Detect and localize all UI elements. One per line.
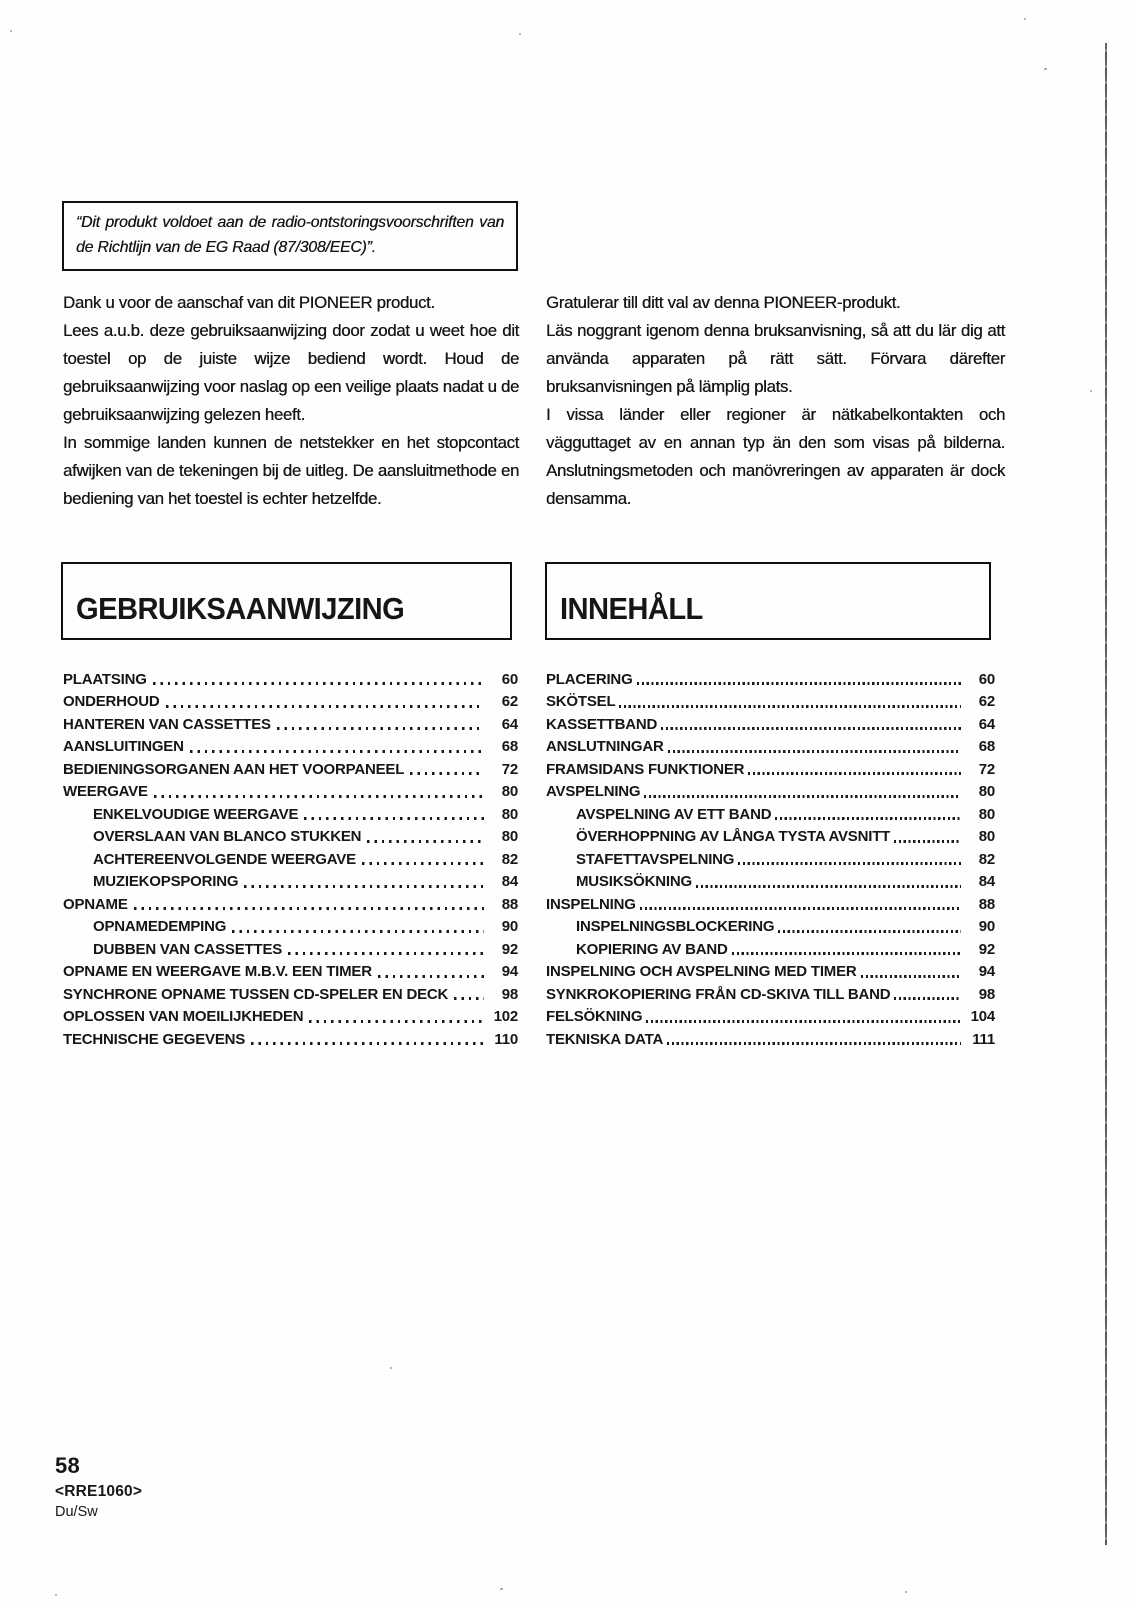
toc-entry-label: FELSÖKNING	[546, 1008, 643, 1025]
toc-entry	[546, 823, 995, 846]
toc-entry	[546, 710, 995, 733]
toc-entry-label: INSPELNINGSBLOCKERING	[576, 918, 775, 935]
toc-entry-page: 64	[501, 715, 518, 733]
toc-entry-label: PLACERING	[546, 670, 633, 688]
toc-entry-label: BEDIENINGSORGANEN AAN HET VOORPANEEL	[63, 760, 405, 778]
dot-leader	[277, 727, 484, 730]
swedish-contents-title: INNEHÅLL	[560, 591, 703, 626]
toc-entry-page: 62	[978, 693, 995, 710]
toc-entry-page: 88	[501, 895, 518, 913]
toc-entry-page: 62	[501, 693, 518, 710]
toc-entry-label: WEERGAVE	[63, 783, 148, 800]
language-code: Du/Sw	[55, 1504, 98, 1520]
dutch-contents-title: GEBRUIKSAANWIJZING	[76, 591, 405, 626]
toc-entry	[546, 1025, 995, 1048]
dot-leader	[619, 705, 961, 708]
dot-leader	[244, 885, 484, 888]
dot-leader	[154, 795, 484, 798]
scan-speck	[905, 1591, 907, 1593]
toc-entry-label: KASSETTBAND	[546, 715, 658, 733]
catalog-code: <RRE1060>	[55, 1483, 143, 1500]
scan-speck	[1024, 18, 1026, 20]
toc-entry	[546, 868, 995, 891]
toc-entry	[546, 665, 995, 688]
toc-entry	[63, 800, 518, 823]
toc-entry	[546, 1003, 995, 1026]
dot-leader	[190, 750, 484, 753]
toc-entry-page: 84	[501, 873, 518, 890]
toc-entry-label: MUSIKSÖKNING	[576, 873, 692, 890]
intro-paragraph: Gratulerar till ditt val av denna PIONEER-produkt.	[546, 293, 901, 312]
scan-speck	[1090, 390, 1092, 392]
toc-entry	[546, 733, 995, 756]
toc-entry-label: INSPELNING	[546, 895, 636, 913]
toc-entry	[63, 710, 518, 733]
dot-leader	[362, 862, 484, 865]
toc-entry-page: 94	[501, 963, 518, 980]
dot-leader	[644, 795, 961, 798]
toc-entry-page: 110	[494, 1030, 518, 1048]
toc-entry	[546, 980, 995, 1003]
toc-entry-page: 82	[501, 850, 518, 868]
toc-entry	[546, 688, 995, 711]
intro-paragraph: Läs noggrant igenom denna bruksanvisning, så att du lär dig att använda apparaten på rätt sätt. Förvara därefter bruksanvisningen på lämplig plats.	[546, 321, 1005, 396]
toc-entry-page: 102	[493, 1008, 518, 1025]
toc-entry	[546, 755, 995, 778]
toc-entry	[63, 868, 518, 891]
toc-entry-label: AANSLUITINGEN	[63, 738, 184, 755]
toc-entry-label: ANSLUTNINGAR	[546, 738, 664, 755]
dot-leader	[309, 1020, 484, 1023]
toc-entry	[63, 1003, 518, 1026]
toc-entry-page: 72	[501, 760, 518, 778]
toc-entry	[63, 665, 518, 688]
dot-leader	[732, 952, 961, 955]
toc-entry	[63, 688, 518, 711]
dot-leader	[637, 682, 961, 685]
toc-entry-label: OPNAME EN WEERGAVE M.B.V. EEN TIMER	[63, 963, 372, 980]
toc-entry	[63, 958, 518, 981]
toc-entry-label: OPNAMEDEMPING	[93, 918, 227, 935]
dot-leader	[748, 772, 961, 775]
dot-leader	[288, 952, 484, 955]
dutch-contents-title-box	[61, 562, 512, 640]
toc-entry	[63, 980, 518, 1003]
dot-leader	[410, 772, 484, 775]
swedish-contents-title-box	[545, 562, 991, 640]
toc-entry-label: ENKELVOUDIGE WEERGAVE	[93, 805, 299, 823]
toc-entry	[546, 778, 995, 801]
toc-entry	[63, 733, 518, 756]
dot-leader	[454, 997, 484, 1000]
emc-notice-text: “Dit produkt voldoet aan de radio-ontstoringsvoorschriften van de Richtlijn van de EG Raad (87/308/EEC)”.	[76, 214, 504, 256]
dot-leader	[153, 682, 484, 685]
toc-entry-page: 80	[978, 783, 995, 800]
dot-leader	[378, 975, 484, 978]
dot-leader	[696, 885, 961, 888]
toc-entry-page: 72	[978, 760, 995, 778]
toc-entry-label: PLAATSING	[63, 670, 147, 688]
intro-paragraph: I vissa länder eller regioner är nätkabelkontakten och vägguttaget av en annan typ än den som visas på bilderna. Anslutningsmetoden och manövreringen av apparaten är dock densamma.	[546, 405, 1005, 508]
scan-speck	[10, 30, 12, 32]
toc-entry	[546, 935, 995, 958]
toc-entry	[63, 913, 518, 936]
toc-entry-label: ACHTEREENVOLGENDE WEERGAVE	[93, 850, 356, 868]
toc-entry-label: TEKNISKA DATA	[546, 1030, 664, 1048]
toc-entry-label: SKÖTSEL	[546, 693, 616, 710]
dot-leader	[661, 727, 961, 730]
toc-entry	[63, 1025, 518, 1048]
toc-entry-label: KOPIERING AV BAND	[576, 940, 728, 958]
toc-entry-page: 88	[978, 895, 995, 913]
toc-entry	[63, 755, 518, 778]
dot-leader	[646, 1020, 961, 1023]
toc-swedish	[546, 665, 995, 1048]
emc-notice-box	[62, 201, 518, 271]
dot-leader	[304, 817, 484, 820]
dot-leader	[667, 1042, 961, 1045]
toc-entry-page: 68	[501, 738, 518, 755]
toc-entry-page: 80	[978, 828, 995, 845]
toc-entry	[63, 935, 518, 958]
toc-entry-label: AVSPELNING AV ETT BAND	[576, 805, 772, 823]
toc-entry-label: OPNAME	[63, 895, 128, 913]
toc-entry-label: INSPELNING OCH AVSPELNING MED TIMER	[546, 963, 857, 980]
toc-entry-page: 111	[972, 1030, 995, 1048]
toc-entry-page: 92	[501, 940, 518, 958]
dot-leader	[894, 840, 961, 843]
scan-speck	[1044, 68, 1047, 70]
toc-entry-label: OVERSLAAN VAN BLANCO STUKKEN	[93, 828, 362, 845]
toc-entry-page: 82	[978, 850, 995, 868]
scan-speck	[390, 1367, 392, 1369]
scan-edge-line	[1105, 43, 1107, 1545]
dot-leader	[251, 1042, 484, 1045]
toc-entry	[546, 913, 995, 936]
intro-paragraph: In sommige landen kunnen de netstekker en het stopcontact afwijken van de tekeningen bij de uitleg. De aansluitmethode en bediening van het toestel is echter hetzelfde.	[63, 433, 519, 508]
page-number: 58	[55, 1453, 81, 1478]
toc-entry-label: FRAMSIDANS FUNKTIONER	[546, 760, 745, 778]
scan-speck	[500, 1588, 503, 1590]
intro-paragraph: Lees a.u.b. deze gebruiksaanwijzing door zodat u weet hoe dit toestel op de juiste wijze bediend wordt. Houd de gebruiksaanwijzing voor naslag op een veilige plaats nadat u de gebruiksaanwijzing gelezen heeft.	[63, 321, 519, 424]
toc-entry-page: 60	[501, 670, 518, 688]
toc-entry-label: TECHNISCHE GEGEVENS	[63, 1030, 246, 1048]
toc-entry-page: 104	[970, 1008, 995, 1025]
toc-entry-page: 80	[501, 828, 518, 845]
toc-entry	[546, 958, 995, 981]
scan-speck	[55, 1594, 57, 1596]
toc-entry-page: 80	[501, 783, 518, 800]
dot-leader	[367, 840, 484, 843]
toc-entry-label: MUZIEKOPSPORING	[93, 873, 239, 890]
toc-entry-label: SYNKROKOPIERING FRÅN CD-SKIVA TILL BAND	[546, 985, 891, 1003]
toc-entry-label: STAFETTAVSPELNING	[576, 850, 735, 868]
toc-entry-label: ÖVERHOPPNING AV LÅNGA TYSTA AVSNITT	[576, 828, 891, 845]
toc-entry	[546, 800, 995, 823]
toc-entry-page: 98	[501, 985, 518, 1003]
toc-entry	[63, 823, 518, 846]
intro-dutch	[63, 289, 519, 513]
toc-entry	[63, 890, 518, 913]
toc-entry-page: 80	[978, 805, 995, 823]
toc-entry-page: 94	[978, 963, 995, 980]
toc-entry-page: 90	[978, 918, 995, 935]
toc-entry-label: SYNCHRONE OPNAME TUSSEN CD-SPELER EN DECK	[63, 985, 449, 1003]
toc-entry-page: 92	[978, 940, 995, 958]
dot-leader	[861, 975, 961, 978]
toc-entry-page: 80	[501, 805, 518, 823]
toc-entry-label: HANTEREN VAN CASSETTES	[63, 715, 271, 733]
toc-entry	[63, 778, 518, 801]
toc-entry-label: DUBBEN VAN CASSETTES	[93, 940, 283, 958]
toc-entry	[546, 845, 995, 868]
toc-entry-label: OPLOSSEN VAN MOEILIJKHEDEN	[63, 1008, 304, 1025]
dot-leader	[778, 930, 961, 933]
toc-entry-page: 90	[501, 918, 518, 935]
toc-entry-page: 64	[978, 715, 995, 733]
dot-leader	[775, 817, 961, 820]
toc-entry	[546, 890, 995, 913]
dot-leader	[738, 862, 961, 865]
dot-leader	[134, 907, 484, 910]
toc-entry-page: 98	[978, 985, 995, 1003]
toc-entry	[63, 845, 518, 868]
scan-speck	[519, 33, 521, 35]
intro-paragraph: Dank u voor de aanschaf van dit PIONEER product.	[63, 293, 435, 312]
dot-leader	[668, 750, 961, 753]
toc-dutch	[63, 665, 518, 1048]
toc-entry-label: ONDERHOUD	[63, 693, 160, 710]
intro-swedish	[546, 289, 1005, 513]
toc-entry-page: 68	[978, 738, 995, 755]
dot-leader	[166, 705, 484, 708]
toc-entry-page: 84	[978, 873, 995, 890]
toc-entry-page: 60	[978, 670, 995, 688]
dot-leader	[232, 930, 484, 933]
toc-entry-label: AVSPELNING	[546, 783, 641, 800]
dot-leader	[894, 997, 961, 1000]
dot-leader	[640, 907, 961, 910]
